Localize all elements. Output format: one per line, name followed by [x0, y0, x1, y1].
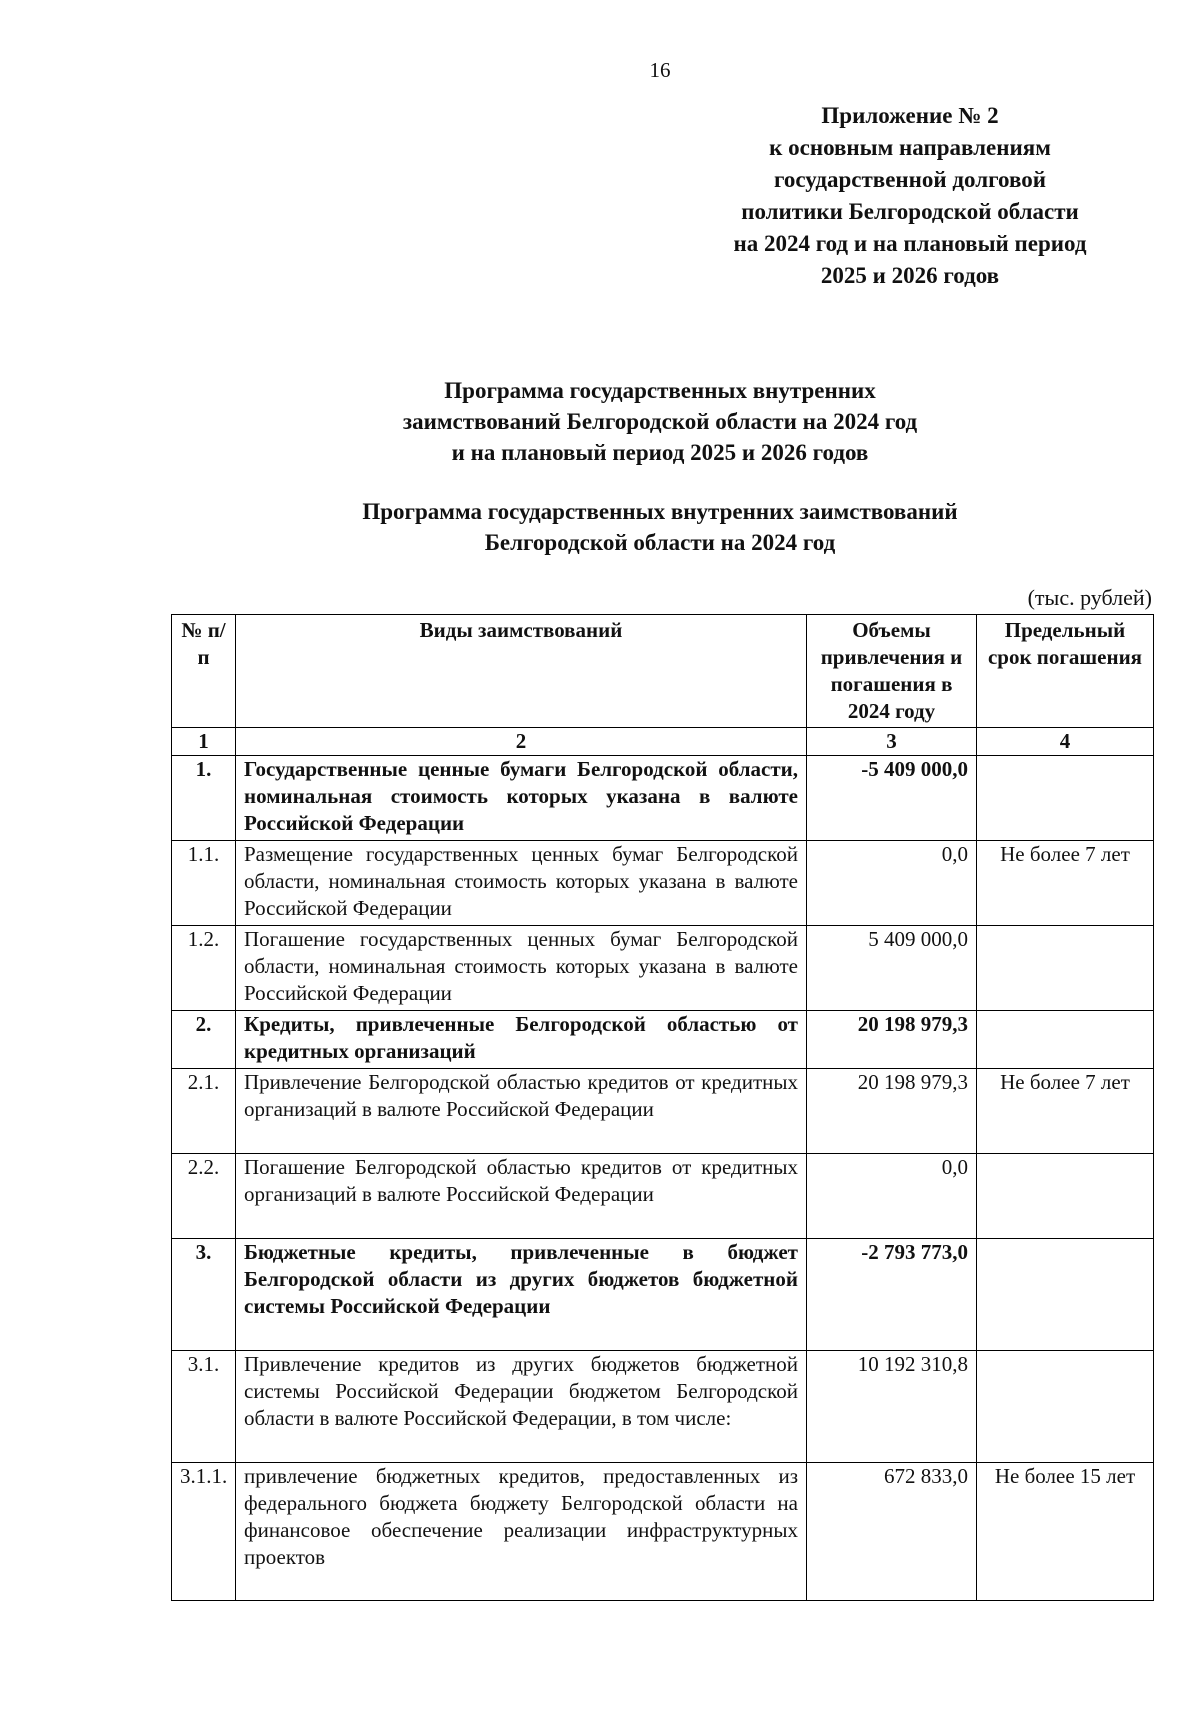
table-row	[172, 1069, 1154, 1154]
appendix-line: на 2024 год и на плановый период	[733, 231, 1087, 256]
program-title	[180, 375, 1140, 468]
column-number: 4	[977, 728, 1154, 756]
header-num: № п/п	[172, 615, 236, 728]
table-row	[172, 1011, 1154, 1069]
row-term: Не более 7 лет	[977, 841, 1154, 926]
appendix-line: Приложение № 2	[821, 103, 999, 128]
row-term: Не более 7 лет	[977, 1069, 1154, 1154]
row-term	[977, 1011, 1154, 1069]
page-number: 16	[649, 58, 671, 82]
row-desc: Погашение государственных ценных бумаг Белгородской области, номинальная стоимость которых указана в валюте Российской Федерации	[236, 926, 807, 1011]
row-term	[977, 926, 1154, 1011]
header-volume: Объемы привлечения и погашения в 2024 году	[807, 615, 977, 728]
column-number-row	[172, 728, 1154, 756]
row-amount: -5 409 000,0	[807, 756, 977, 841]
row-desc: Погашение Белгородской областью кредитов от кредитных организаций в валюте Российской Федерации	[236, 1154, 807, 1239]
program-subtitle	[180, 496, 1140, 558]
row-desc: Привлечение кредитов из других бюджетов бюджетной системы Российской Федерации бюджетом Белгородской области в валюте Российской Федерации, в том числе:	[236, 1351, 807, 1463]
column-number: 2	[236, 728, 807, 756]
column-number: 3	[807, 728, 977, 756]
program-title-line: заимствований Белгородской области на 2024 год	[402, 409, 918, 434]
row-num: 1.2.	[172, 926, 236, 1011]
row-amount: 10 192 310,8	[807, 1351, 977, 1463]
row-term	[977, 1239, 1154, 1351]
table-row	[172, 841, 1154, 926]
appendix-line: политики Белгородской области	[741, 199, 1079, 224]
appendix-header	[690, 100, 1130, 292]
row-num: 2.	[172, 1011, 236, 1069]
row-amount: 672 833,0	[807, 1463, 977, 1601]
row-desc: Кредиты, привлеченные Белгородской областью от кредитных организаций	[236, 1011, 807, 1069]
row-desc: Привлечение Белгородской областью кредитов от кредитных организаций в валюте Российской Федерации	[236, 1069, 807, 1154]
row-term	[977, 756, 1154, 841]
table-row	[172, 1239, 1154, 1351]
row-amount: -2 793 773,0	[807, 1239, 977, 1351]
row-num: 3.	[172, 1239, 236, 1351]
program-title-line: и на плановый период 2025 и 2026 годов	[451, 440, 869, 465]
row-desc: Размещение государственных ценных бумаг Белгородской области, номинальная стоимость которых указана в валюте Российской Федерации	[236, 841, 807, 926]
row-desc: Государственные ценные бумаги Белгородской области, номинальная стоимость которых указана в валюте Российской Федерации	[236, 756, 807, 841]
table-row	[172, 926, 1154, 1011]
row-num: 1.1.	[172, 841, 236, 926]
row-amount: 5 409 000,0	[807, 926, 977, 1011]
header-term: Предельный срок погашения	[977, 615, 1154, 728]
program-subtitle-line: Программа государственных внутренних заимствований	[362, 499, 958, 524]
header-type: Виды заимствований	[236, 615, 807, 728]
row-term: Не более 15 лет	[977, 1463, 1154, 1601]
borrowing-program-table	[171, 614, 1154, 1601]
table-row	[172, 756, 1154, 841]
row-num: 2.2.	[172, 1154, 236, 1239]
row-num: 3.1.1.	[172, 1463, 236, 1601]
row-num: 3.1.	[172, 1351, 236, 1463]
row-amount: 0,0	[807, 841, 977, 926]
row-term	[977, 1154, 1154, 1239]
row-amount: 0,0	[807, 1154, 977, 1239]
table-header-row	[172, 615, 1154, 728]
table-row	[172, 1154, 1154, 1239]
program-title-line: Программа государственных внутренних	[444, 378, 876, 403]
units-label: (тыс. рублей)	[1027, 585, 1152, 610]
row-desc: Бюджетные кредиты, привлеченные в бюджет Белгородской области из других бюджетов бюджетной системы Российской Федерации	[236, 1239, 807, 1351]
table-row	[172, 1463, 1154, 1601]
table-row	[172, 1351, 1154, 1463]
appendix-line: 2025 и 2026 годов	[820, 263, 1000, 288]
row-amount: 20 198 979,3	[807, 1011, 977, 1069]
appendix-line: государственной долговой	[774, 167, 1046, 192]
program-subtitle-line: Белгородской области на 2024 год	[484, 530, 836, 555]
row-amount: 20 198 979,3	[807, 1069, 977, 1154]
row-num: 2.1.	[172, 1069, 236, 1154]
row-desc: привлечение бюджетных кредитов, предоставленных из федерального бюджета бюджету Белгородской области на финансовое обеспечение реализации инфраструктурных проектов	[236, 1463, 807, 1601]
row-num: 1.	[172, 756, 236, 841]
row-term	[977, 1351, 1154, 1463]
column-number: 1	[172, 728, 236, 756]
appendix-line: к основным направлениям	[769, 135, 1051, 160]
